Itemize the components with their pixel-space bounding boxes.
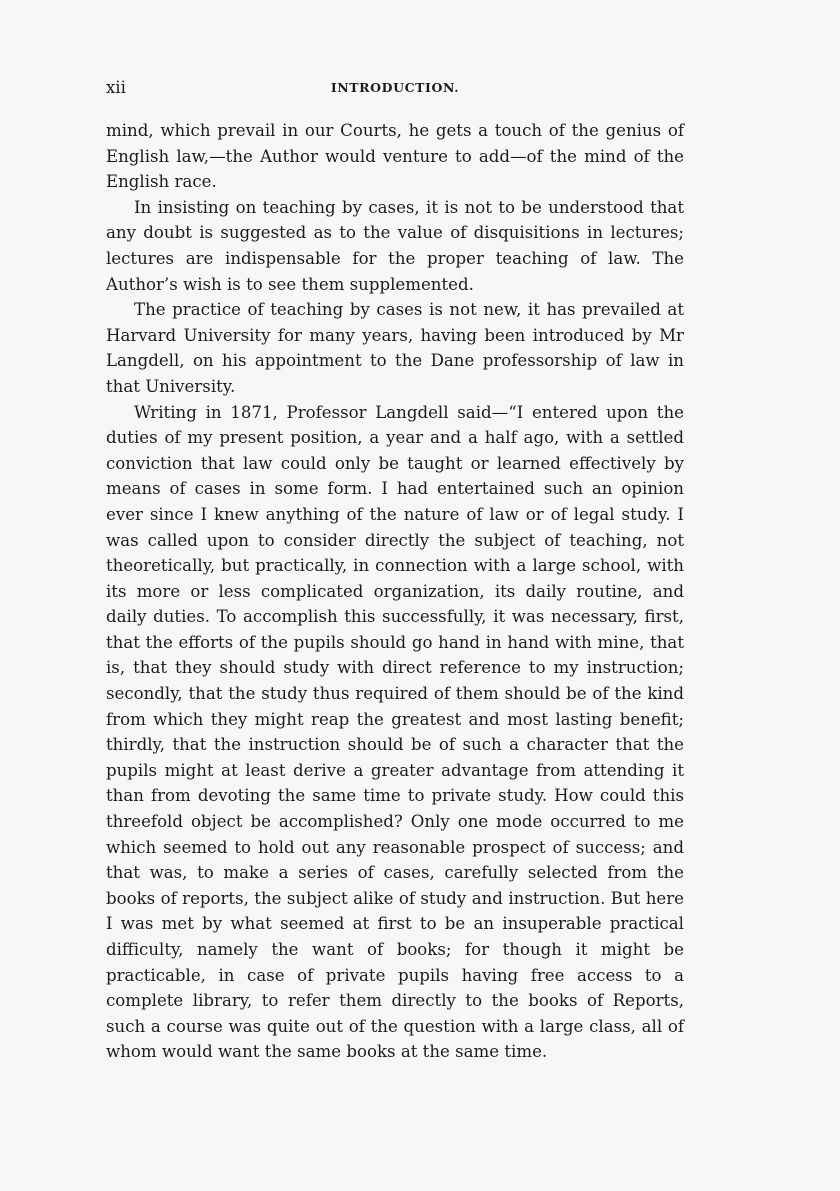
page-number: xii <box>106 78 126 97</box>
body-text <box>106 118 684 1065</box>
running-head: INTRODUCTION. <box>330 80 460 95</box>
paragraph-teaching-by-cases: In insisting on teaching by cases, it is not to be understood that any doubt is suggested as to the value of disquisitions in lectures; lectures are indispensable for the proper teaching of law. The Author’s wish is to see them supplemented. <box>106 197 684 294</box>
paragraph-harvard-practice: The practice of teaching by cases is not new, it has prevailed at Harvard University for many years, having been introduced by Mr Langdell, on his appointment to the Dane professorship of law in that University. <box>106 300 684 396</box>
paragraph-continuation: mind, which prevail in our Courts, he gets a touch of the genius of English law,—the Author would venture to add—of the mind of the English race. <box>106 121 684 192</box>
book-page <box>106 78 684 1065</box>
paragraph-langdell-quote: Writing in 1871, Professor Langdell said—“I entered upon the duties of my present position, a year and a half ago, with a settled conviction that law could only be taught or learned effectively by means of cases in some form. I had entertained such an opinion ever since I knew anything of the nature of law or of legal study. I was called upon to consider directly the subject of teaching, not theoretically, but practically, in connection with a large school, with its more or less complicated organization, its daily routine, and daily duties. To accomplish this successfully, it was necessary, first, that the efforts of the pupils should go hand in hand with mine, that is, that they should study with direct reference to my instruction; secondly, that the study thus required of them should be of the kind from which they might reap the greatest and most lasting benefit; thirdly, that the instruction should be of such a character that the pupils might at least derive a greater advantage from attending it than from devoting the same time to private study. How could this threefold object be accomplished? Only one mode occurred to me which seemed to hold out any reasonable prospect of success; and that was, to make a series of cases, carefully selected from the books of reports, the subject alike of study and instruction. But here I was met by what seemed at first to be an insuperable practical difficulty, namely the want of books; for though it might be practicable, in case of private pupils having free access to a complete library, to refer them directly to the books of Reports, such a course was quite out of the question with a large class, all of whom would want the same books at the same time. <box>106 402 684 1062</box>
page-header <box>106 78 684 104</box>
